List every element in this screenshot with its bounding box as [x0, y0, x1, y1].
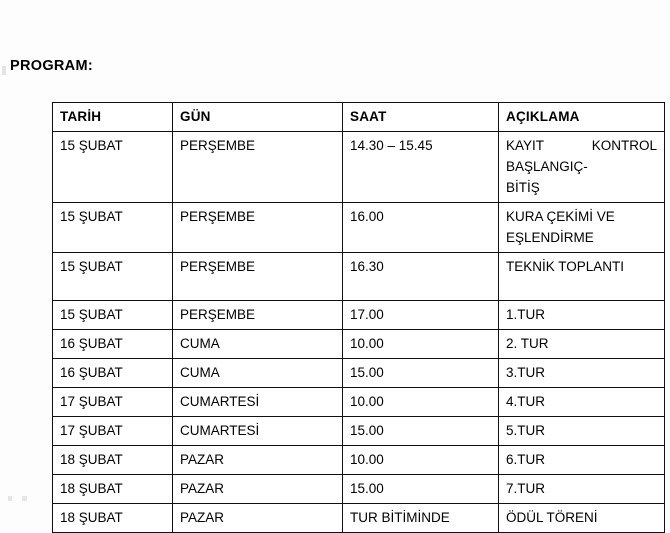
cell-tarih: 15 ŞUBAT — [53, 132, 173, 203]
cell-aciklama: 7.TUR — [499, 475, 665, 504]
cell-saat: TUR BİTİMİNDE — [343, 504, 499, 533]
cell-saat: 15.00 — [343, 417, 499, 446]
table-row — [53, 359, 665, 388]
cell-aciklama: 3.TUR — [499, 359, 665, 388]
cell-tarih: 16 ŞUBAT — [53, 359, 173, 388]
cell-aciklama: 4.TUR — [499, 388, 665, 417]
table-row — [53, 203, 665, 253]
table-row — [53, 475, 665, 504]
page-edge-artifact-right — [22, 496, 27, 501]
cell-aciklama: ÖDÜL TÖRENİ — [499, 504, 665, 533]
cell-gun: PERŞEMBE — [173, 301, 343, 330]
column-header-gun: GÜN — [173, 103, 343, 132]
cell-aciklama-line2: BİTİŞ — [506, 180, 540, 195]
cell-tarih: 18 ŞUBAT — [53, 446, 173, 475]
cell-gun: PERŞEMBE — [173, 203, 343, 253]
cell-saat: 16.30 — [343, 253, 499, 301]
cell-saat: 10.00 — [343, 388, 499, 417]
table-row — [53, 253, 665, 301]
cell-gun: CUMA — [173, 330, 343, 359]
cell-gun: CUMARTESİ — [173, 388, 343, 417]
table-row — [53, 330, 665, 359]
cell-aciklama: TEKNİK TOPLANTI — [499, 253, 665, 301]
cell-aciklama — [499, 132, 665, 203]
list-marker-icon — [2, 66, 6, 75]
cell-tarih: 17 ŞUBAT — [53, 388, 173, 417]
cell-saat: 10.00 — [343, 330, 499, 359]
cell-aciklama: 6.TUR — [499, 446, 665, 475]
cell-tarih: 18 ŞUBAT — [53, 504, 173, 533]
table-row — [53, 446, 665, 475]
table-row — [53, 388, 665, 417]
cell-saat: 10.00 — [343, 446, 499, 475]
column-header-saat: SAAT — [343, 103, 499, 132]
program-schedule-table — [52, 102, 665, 533]
column-header-aciklama: AÇIKLAMA — [499, 103, 665, 132]
cell-tarih: 15 ŞUBAT — [53, 203, 173, 253]
cell-gun: CUMARTESİ — [173, 417, 343, 446]
table-row — [53, 132, 665, 203]
cell-tarih: 15 ŞUBAT — [53, 253, 173, 301]
table-row — [53, 301, 665, 330]
cell-aciklama: 1.TUR — [499, 301, 665, 330]
cell-saat: 15.00 — [343, 475, 499, 504]
cell-aciklama-line1: KAYIT KONTROL BAŞLANGIÇ- — [506, 138, 657, 174]
cell-aciklama: 5.TUR — [499, 417, 665, 446]
cell-gun: PERŞEMBE — [173, 253, 343, 301]
page-edge-artifact-left — [8, 496, 12, 501]
table-header-row — [53, 103, 665, 132]
cell-aciklama: KURA ÇEKİMİ VE EŞLENDİRME — [499, 203, 665, 253]
cell-saat: 14.30 – 15.45 — [343, 132, 499, 203]
cell-saat: 16.00 — [343, 203, 499, 253]
cell-gun: PAZAR — [173, 504, 343, 533]
page-title: PROGRAM: — [10, 58, 93, 74]
cell-aciklama: 2. TUR — [499, 330, 665, 359]
table-row — [53, 417, 665, 446]
cell-saat: 17.00 — [343, 301, 499, 330]
table-row — [53, 504, 665, 533]
cell-tarih: 15 ŞUBAT — [53, 301, 173, 330]
cell-tarih: 18 ŞUBAT — [53, 475, 173, 504]
cell-tarih: 16 ŞUBAT — [53, 330, 173, 359]
column-header-tarih: TARİH — [53, 103, 173, 132]
cell-gun: PERŞEMBE — [173, 132, 343, 203]
cell-gun: PAZAR — [173, 446, 343, 475]
cell-gun: CUMA — [173, 359, 343, 388]
cell-tarih: 17 ŞUBAT — [53, 417, 173, 446]
cell-gun: PAZAR — [173, 475, 343, 504]
cell-saat: 15.00 — [343, 359, 499, 388]
